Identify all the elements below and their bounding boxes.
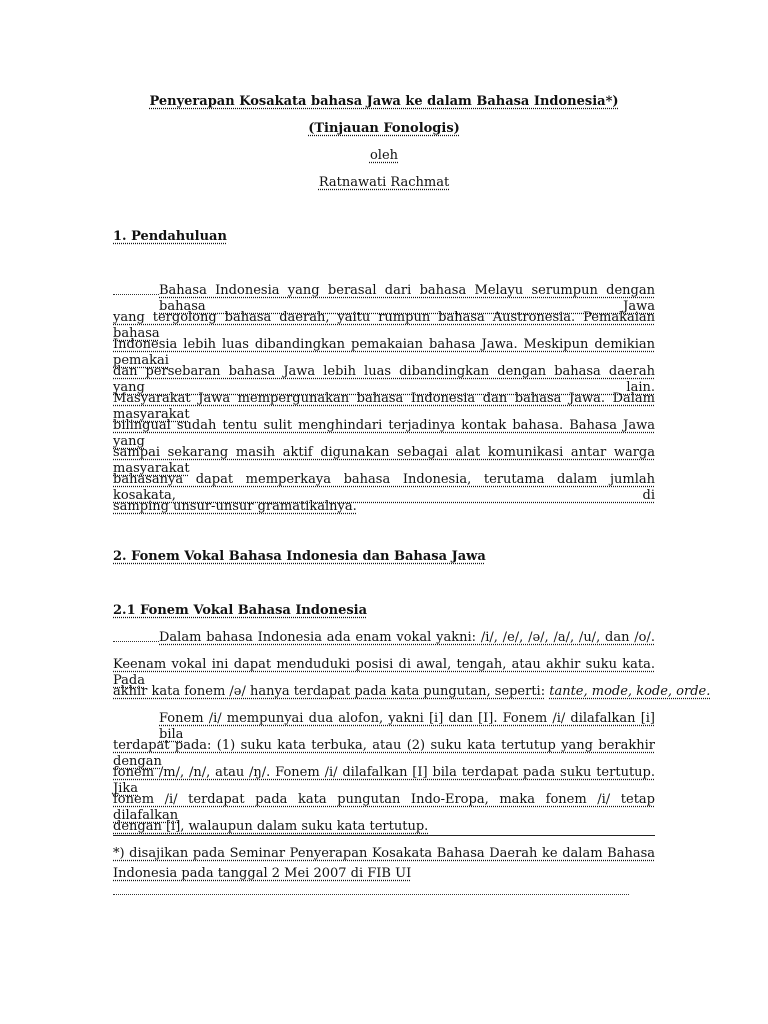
section-2-heading: 2. Fonem Vokal Bahasa Indonesia dan Bahasa Jawa (113, 549, 486, 564)
paragraph-line: fonem /i/ terdapat pada kata pungutan Indo-Eropa, maka fonem /i/ tetap dilafalkan (113, 792, 655, 823)
author-name: Ratnawati Rachmat (318, 175, 450, 190)
paragraph-line: sampai sekarang masih aktif digunakan sebagai alat komunikasi antar warga masyarakat (113, 445, 655, 476)
by-label: oleh (369, 148, 399, 163)
example-words: tante, mode, kode, orde. (549, 684, 711, 699)
paragraph-line: Dalam bahasa Indonesia ada enam vokal yakni: /i/, /e/, /ə/, /a/, /u/, dan /o/. (159, 630, 655, 645)
paragraph-line: dengan [i], walaupun dalam suku kata tertutup. (113, 819, 429, 834)
bottom-dotted-rule (113, 894, 629, 895)
paragraph-line: fonem /m/, /n/, atau /ŋ/. Fonem /i/ dilafalkan [I] bila terdapat pada suku tertutup. Jika (113, 765, 655, 796)
paragraph-line: yang tergolong bahasa daerah, yaitu rumpun bahasa Austronesia. Pemakaian bahasa (113, 310, 655, 341)
paragraph-line: bilingual sudah tentu sulit menghindari terjadinya kontak bahasa. Bahasa Jawa yang (113, 418, 655, 449)
indent-leader (113, 283, 159, 295)
indent-leader (113, 630, 159, 642)
section-2-1-heading: 2.1 Fonem Vokal Bahasa Indonesia (113, 603, 368, 618)
footnote-line: Indonesia pada tanggal 2 Mei 2007 di FIB UI (113, 866, 412, 881)
paragraph-line: Masyarakat Jawa mempergunakan bahasa Indonesia dan bahasa Jawa. Dalam masyarakat (113, 391, 655, 422)
paragraph-line: dan persebaran bahasa Jawa lebih luas dibandingkan dengan bahasa daerah yang lain. (113, 364, 655, 395)
paragraph-line: akhir kata fonem /ə/ hanya terdapat pada kata pungutan, seperti: tante, mode, kode, orde. (113, 684, 711, 699)
paragraph-line: Fonem /i/ mempunyai dua alofon, yakni [i] dan [I]. Fonem /i/ dilafalkan [i] bila (159, 711, 655, 742)
footnote-separator (113, 835, 655, 836)
document-title: Penyerapan Kosakata bahasa Jawa ke dalam Bahasa Indonesia*) (149, 94, 619, 109)
section-1-heading: 1. Pendahuluan (113, 229, 227, 244)
document-subtitle: (Tinjauan Fonologis) (308, 121, 460, 136)
paragraph-line: terdapat pada: (1) suku kata terbuka, atau (2) suku kata tertutup yang berakhir dengan (113, 738, 655, 769)
paragraph-line: Indonesia lebih luas dibandingkan pemakaian bahasa Jawa. Meskipun demikian pemakai (113, 337, 655, 368)
paragraph-line: samping unsur-unsur gramatikalnya. (113, 499, 357, 514)
paragraph-line: Bahasa Indonesia yang berasal dari bahasa Melayu serumpun dengan bahasa Jawa (159, 283, 655, 314)
paragraph-line: bahasanya dapat memperkaya bahasa Indonesia, terutama dalam jumlah kosakata, di (113, 472, 655, 503)
footnote-line: *) disajikan pada Seminar Penyerapan Kosakata Bahasa Daerah ke dalam Bahasa (113, 846, 655, 861)
paragraph-line: Keenam vokal ini dapat menduduki posisi di awal, tengah, atau akhir suku kata. Pada (113, 657, 655, 688)
